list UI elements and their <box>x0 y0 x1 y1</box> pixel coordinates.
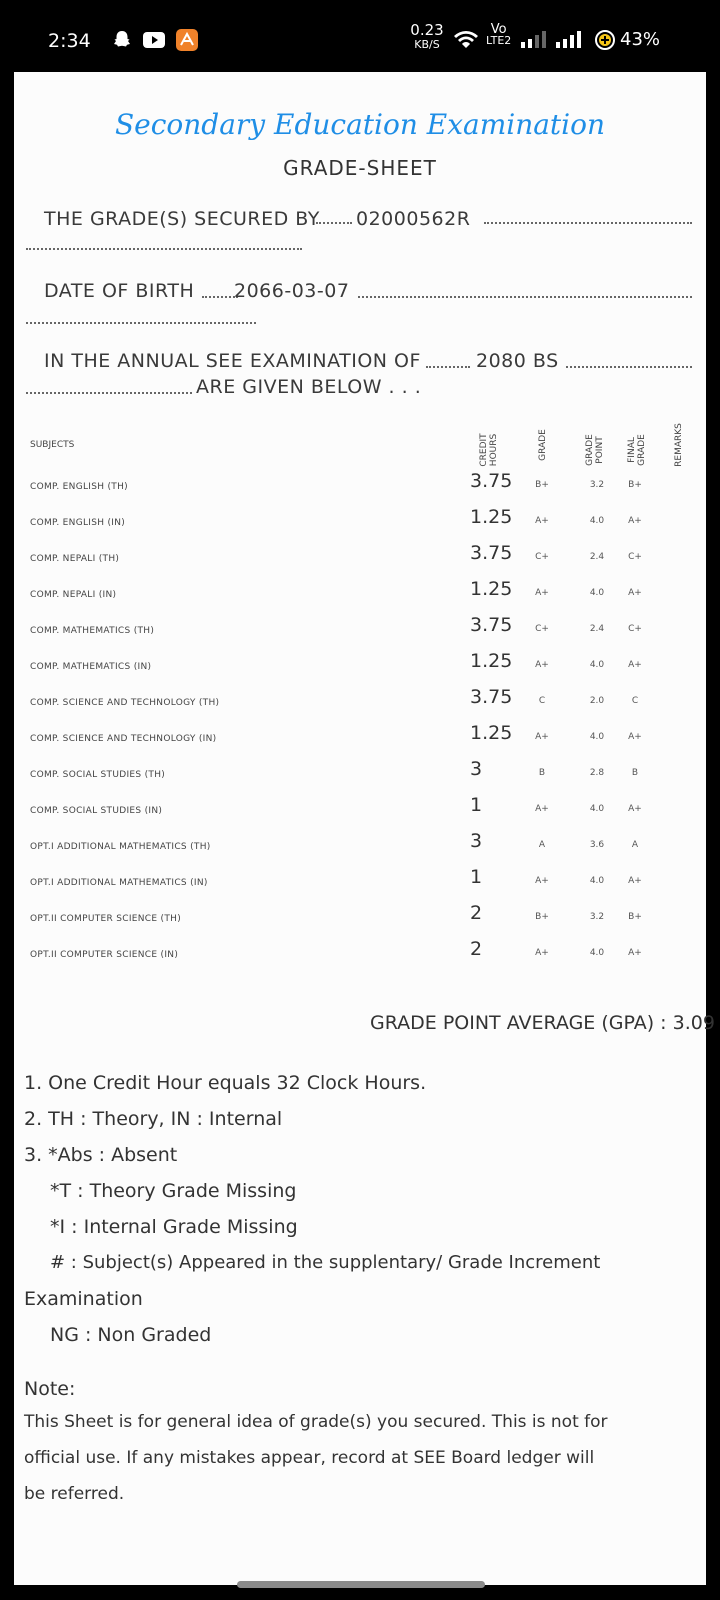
remarks-header: REMARKS <box>674 423 684 467</box>
final-grade: A <box>631 840 639 850</box>
battery-saver-icon <box>594 29 616 55</box>
credit-hours: 1.25 <box>470 650 513 672</box>
note-line: be referred. <box>24 1484 125 1504</box>
grade-point: 3.6 <box>589 840 605 850</box>
divider <box>426 366 470 368</box>
table-row <box>14 650 706 686</box>
grade: C+ <box>535 624 549 634</box>
grade-point: 3.2 <box>589 912 605 922</box>
final-grade: B+ <box>628 912 642 922</box>
grade-point: 4.0 <box>589 876 605 886</box>
subject-name: COMP. ENGLISH (TH) <box>30 482 128 492</box>
final-grade: A+ <box>628 516 642 526</box>
table-row <box>14 506 706 542</box>
credit-hours: 1 <box>470 866 483 888</box>
table-row <box>14 578 706 614</box>
dob-label: DATE OF BIRTH <box>44 280 195 302</box>
subject-name: COMP. NEPALI (IN) <box>30 590 117 600</box>
credit-hours: 1.25 <box>470 506 513 528</box>
table-row <box>14 542 706 578</box>
grade-header: GRADE <box>538 429 548 461</box>
signal-sim2-icon <box>556 30 586 54</box>
table-row <box>14 830 706 866</box>
table-row <box>14 794 706 830</box>
given-below-label: ARE GIVEN BELOW . . . <box>196 376 422 398</box>
divider <box>316 222 352 224</box>
table-row <box>14 686 706 722</box>
divider <box>26 248 302 250</box>
subject-name: COMP. MATHEMATICS (IN) <box>30 662 152 672</box>
credit-hours: 3.75 <box>470 686 513 708</box>
credit-hours: 1.25 <box>470 578 513 600</box>
footnote-item: Examination <box>24 1288 143 1310</box>
subject-name: COMP. SOCIAL STUDIES (IN) <box>30 806 163 816</box>
grade-sheet-subtitle: GRADE-SHEET <box>283 156 437 180</box>
status-time: 2:34 <box>48 30 91 52</box>
grade-point: 3.2 <box>589 480 605 490</box>
note-line: This Sheet is for general idea of grade(s) you secured. This is not for <box>24 1412 608 1432</box>
grade-sheet <box>14 72 715 1585</box>
credit-hours: 3.75 <box>470 470 513 492</box>
grade-point: 2.4 <box>589 624 605 634</box>
grade-point: 2.4 <box>589 552 605 562</box>
final-grade: A+ <box>628 732 642 742</box>
subjects-header: SUBJECTS <box>30 440 75 450</box>
table-row <box>14 722 706 758</box>
footnote-item: 1. One Credit Hour equals 32 Clock Hours. <box>24 1072 427 1094</box>
subject-name: OPT.II COMPUTER SCIENCE (IN) <box>30 950 179 960</box>
subject-name: COMP. NEPALI (TH) <box>30 554 120 564</box>
exam-year: 2080 BS <box>476 350 559 372</box>
credit-hours: 2 <box>470 938 483 960</box>
grade: C+ <box>535 552 549 562</box>
home-gesture-bar[interactable] <box>237 1581 485 1588</box>
divider <box>26 322 256 324</box>
footnote-item: # : Subject(s) Appeared in the supplentary/ Grade Increment <box>50 1252 601 1273</box>
table-row <box>14 758 706 794</box>
grade: A+ <box>535 948 549 958</box>
table-row <box>14 470 706 506</box>
footnote-item: 2. TH : Theory, IN : Internal <box>24 1108 283 1130</box>
subject-name: COMP. MATHEMATICS (TH) <box>30 626 155 636</box>
grade: A <box>538 840 546 850</box>
subject-name: COMP. SCIENCE AND TECHNOLOGY (IN) <box>30 734 217 744</box>
final-grade-header: FINAL GRADE <box>627 434 647 466</box>
subject-name: OPT.II COMPUTER SCIENCE (TH) <box>30 914 182 924</box>
grade-point: 4.0 <box>589 732 605 742</box>
note-line: official use. If any mistakes appear, record at SEE Board ledger will <box>24 1448 595 1468</box>
final-grade: C+ <box>628 624 642 634</box>
credit-hours: 1.25 <box>470 722 513 744</box>
grade: A+ <box>535 732 549 742</box>
grade-point: 4.0 <box>589 660 605 670</box>
table-row <box>14 614 706 650</box>
grade: A+ <box>535 588 549 598</box>
footnote-item: *I : Internal Grade Missing <box>50 1216 298 1238</box>
divider <box>26 392 192 394</box>
date-of-birth: 2066-03-07 <box>234 280 350 302</box>
divider <box>202 296 238 298</box>
credit-hours: 3 <box>470 758 483 780</box>
status-bar <box>0 0 720 72</box>
footnote-item: *T : Theory Grade Missing <box>50 1180 297 1202</box>
grade-point: 4.0 <box>589 588 605 598</box>
grade: A+ <box>535 804 549 814</box>
grade-point: 2.0 <box>589 696 605 706</box>
grade-point: 2.8 <box>589 768 605 778</box>
exam-label: IN THE ANNUAL SEE EXAMINATION OF <box>44 350 421 372</box>
final-grade: B <box>631 768 639 778</box>
app-notification-icon <box>176 29 198 51</box>
symbol-number: 02000562R <box>356 208 471 230</box>
subject-name: OPT.I ADDITIONAL MATHEMATICS (IN) <box>30 878 208 888</box>
subject-name: COMP. ENGLISH (IN) <box>30 518 126 528</box>
wifi-icon <box>452 28 480 54</box>
table-row <box>14 902 706 938</box>
table-row <box>14 866 706 902</box>
battery-level: 43% <box>620 29 661 50</box>
grade-point: 4.0 <box>589 804 605 814</box>
subject-name: COMP. SCIENCE AND TECHNOLOGY (TH) <box>30 698 220 708</box>
volte-indicator: Vo LTE2 <box>486 22 512 47</box>
snapchat-icon <box>112 30 132 50</box>
credit-hours: 2 <box>470 902 483 924</box>
grade-point: 4.0 <box>589 516 605 526</box>
final-grade: A+ <box>628 804 642 814</box>
gpa-summary: GRADE POINT AVERAGE (GPA) : 3.09 <box>370 1012 715 1034</box>
final-grade: C+ <box>628 552 642 562</box>
subject-name: OPT.I ADDITIONAL MATHEMATICS (TH) <box>30 842 211 852</box>
credit-hours: 3.75 <box>470 542 513 564</box>
divider <box>566 366 692 368</box>
final-grade: C <box>631 696 639 706</box>
youtube-icon <box>143 31 165 49</box>
grade: B <box>538 768 546 778</box>
footnote-item: NG : Non Graded <box>50 1324 212 1346</box>
grade: A+ <box>535 660 549 670</box>
grade-point-header: GRADE POINT <box>585 434 605 466</box>
grade: B+ <box>535 480 549 490</box>
final-grade: A+ <box>628 660 642 670</box>
exam-title: Secondary Education Examination <box>114 108 606 141</box>
grade: B+ <box>535 912 549 922</box>
credit-hours: 3.75 <box>470 614 513 636</box>
subject-name: COMP. SOCIAL STUDIES (TH) <box>30 770 166 780</box>
final-grade: B+ <box>628 480 642 490</box>
footnote-item: 3. *Abs : Absent <box>24 1144 178 1166</box>
grade: C <box>538 696 546 706</box>
divider <box>484 222 692 224</box>
credit-hours: 3 <box>470 830 483 852</box>
final-grade: A+ <box>628 876 642 886</box>
final-grade: A+ <box>628 948 642 958</box>
net-speed: 0.23 KB/S <box>410 21 444 51</box>
grade: A+ <box>535 516 549 526</box>
divider <box>358 296 692 298</box>
note-title: Note: <box>24 1378 76 1400</box>
grade: A+ <box>535 876 549 886</box>
table-row <box>14 938 706 974</box>
final-grade: A+ <box>628 588 642 598</box>
secured-by-label: THE GRADE(S) SECURED BY <box>44 208 320 230</box>
credit-hours: 1 <box>470 794 483 816</box>
credit-hours-header: CREDIT HOURS <box>479 433 499 467</box>
grade-point: 4.0 <box>589 948 605 958</box>
signal-sim1-icon <box>521 30 549 54</box>
